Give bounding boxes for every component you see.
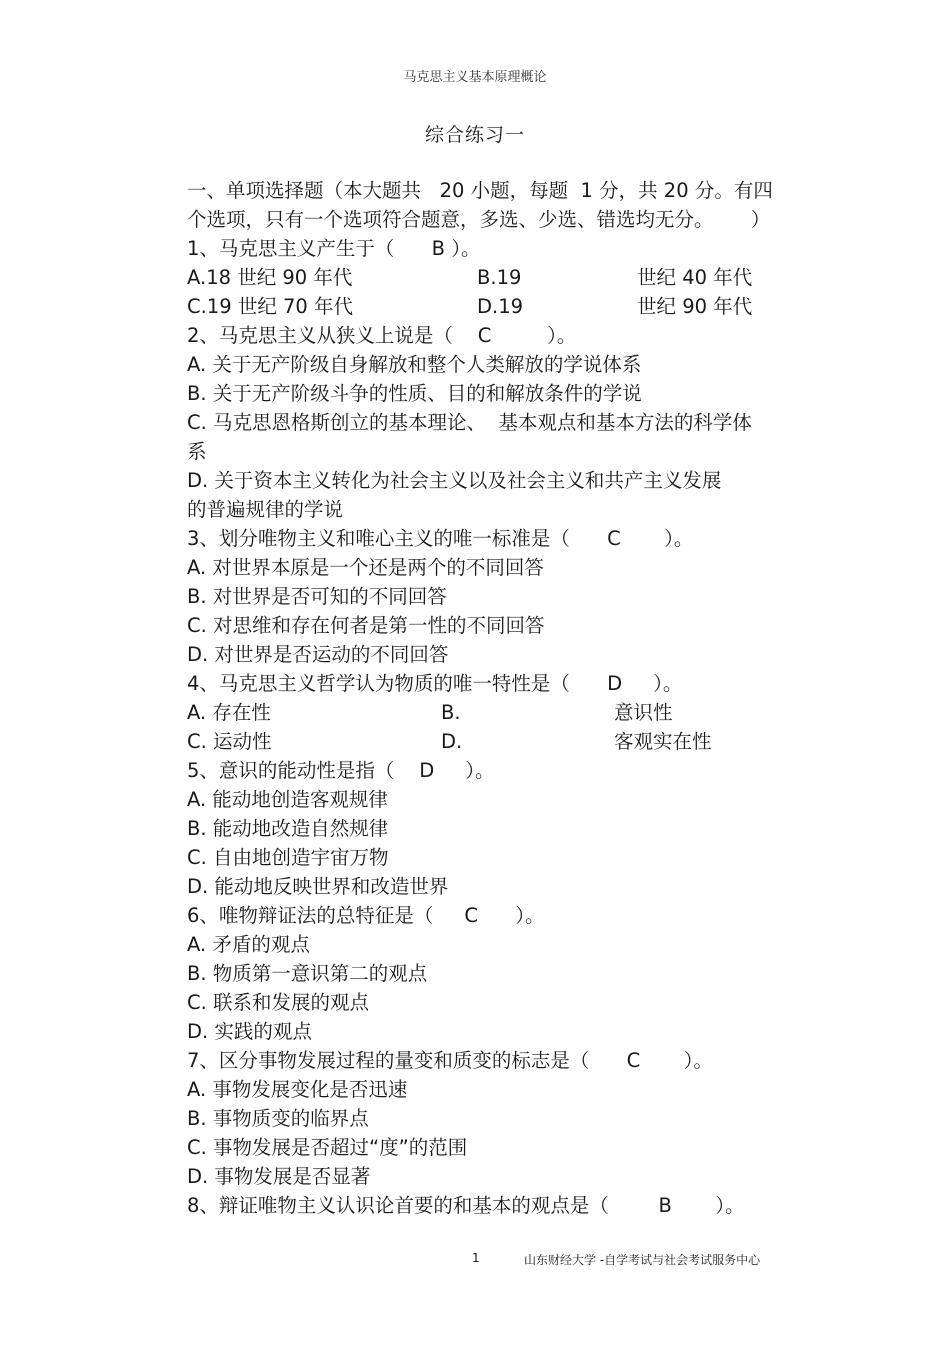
running-header: 马克思主义基本原理概论 [403, 70, 547, 85]
section-heading-line-1: 一、单项选择题（本大题共 20 小题，每题 1 分，共 20 分。有四 [187, 179, 773, 202]
question-1-option-c: C.19 世纪 70 年代 [187, 295, 354, 318]
question-5-stem-end: ）。 [434, 759, 495, 782]
question-2-option-a: A. 关于无产阶级自身解放和整个人类解放的学说体系 [187, 353, 642, 376]
question-5-stem-text: 5、意识的能动性是指（ [187, 759, 420, 782]
question-6-option-b: B. 物质第一意识第二的观点 [187, 962, 428, 985]
question-6-stem-text: 6、唯物辩证法的总特征是（ [187, 904, 465, 927]
question-5-option-b: B. 能动地改造自然规律 [187, 817, 389, 840]
question-7-answer: C [626, 1049, 641, 1072]
question-4-option-b-label: B. [441, 701, 461, 724]
question-1-option-b-text: 世纪 40 年代 [637, 266, 753, 289]
question-5-stem [187, 756, 827, 785]
question-7-option-a: A. 事物发展变化是否迅速 [187, 1078, 408, 1101]
question-2-stem [187, 321, 827, 350]
question-2-stem-text: 2、马克思主义从狭义上说是（ [187, 324, 478, 347]
question-4-option-d-label: D. [441, 730, 463, 753]
question-2-option-d: D. 关于资本主义转化为社会主义以及社会主义和共产主义发展 [187, 469, 722, 492]
question-2-option-c-cont: 系 [187, 440, 207, 463]
question-8-stem-end: ）。 [671, 1194, 745, 1217]
question-5-answer: D [419, 759, 435, 782]
question-4-options-row-2 [187, 727, 827, 756]
section-heading-line-2: 个选项，只有一个选项符合题意，多选、少选、错选均无分。 ） [187, 208, 771, 231]
question-4-option-c: C. 运动性 [187, 730, 272, 753]
question-body [187, 176, 827, 1220]
footer-organization: 山东财经大学 -自学考试与社会考试服务中心 [524, 1253, 761, 1267]
question-7-option-b: B. 事物质变的临界点 [187, 1107, 369, 1130]
question-3-answer: C [607, 527, 621, 550]
question-7-option-c: C. 事物发展是否超过“度”的范围 [187, 1136, 468, 1159]
question-1-option-b-label: B.19 [477, 266, 522, 289]
question-8-stem [187, 1191, 827, 1220]
question-3-stem [187, 524, 827, 553]
question-1-option-d-label: D.19 [477, 295, 524, 318]
question-4-answer: D [607, 672, 623, 695]
question-4-option-d-text: 客观实在性 [614, 730, 712, 753]
question-2-answer: C [477, 324, 492, 347]
question-6-option-d: D. 实践的观点 [187, 1020, 312, 1043]
question-2-stem-end: ）。 [491, 324, 577, 347]
question-3-option-d: D. 对世界是否运动的不同回答 [187, 643, 449, 666]
question-6-answer: C [464, 904, 479, 927]
question-5-option-c: C. 自由地创造宇宙万物 [187, 846, 389, 869]
question-1-option-a: A.18 世纪 90 年代 [187, 266, 353, 289]
question-4-stem [187, 669, 827, 698]
question-7-option-d: D. 事物发展是否显著 [187, 1165, 371, 1188]
question-6-option-a: A. 矛盾的观点 [187, 933, 310, 956]
question-5-option-a: A. 能动地创造客观规律 [187, 788, 388, 811]
question-3-option-b: B. 对世界是否可知的不同回答 [187, 585, 447, 608]
question-7-stem [187, 1046, 827, 1075]
question-8-answer: B [658, 1194, 672, 1217]
question-2-option-b: B. 关于无产阶级斗争的性质、目的和解放条件的学说 [187, 382, 642, 405]
question-7-stem-text: 7、区分事物发展过程的量变和质变的标志是（ [187, 1049, 627, 1072]
question-4-options-row-1 [187, 698, 827, 727]
question-6-option-c: C. 联系和发展的观点 [187, 991, 370, 1014]
question-4-stem-text: 4、马克思主义哲学认为物质的唯一特性是（ [187, 672, 608, 695]
question-2-option-c: C. 马克思恩格斯创立的基本理论、 基本观点和基本方法的科学体 [187, 411, 752, 434]
question-4-stem-end: ）。 [622, 672, 683, 695]
question-7-stem-end: ）。 [640, 1049, 713, 1072]
question-5-option-d: D. 能动地反映世界和改造世界 [187, 875, 449, 898]
question-3-option-c: C. 对思维和存在何者是第一性的不同回答 [187, 614, 545, 637]
question-1-stem-end: ）。 [445, 237, 481, 260]
question-1-options-row-1 [187, 263, 827, 292]
question-6-stem-end: ）。 [478, 904, 545, 927]
page-title: 综合练习一 [424, 124, 525, 146]
question-6-stem [187, 901, 827, 930]
question-1-answer: B [431, 237, 445, 260]
question-1-options-row-2 [187, 292, 827, 321]
page-number: 1 [472, 1251, 480, 1265]
question-3-option-a: A. 对世界本原是一个还是两个的不同回答 [187, 556, 544, 579]
question-4-option-b-text: 意识性 [614, 701, 673, 724]
question-1-stem-text: 1、马克思主义产生于（ [187, 237, 432, 260]
question-4-option-a: A. 存在性 [187, 701, 271, 724]
question-3-stem-end: ）。 [620, 527, 694, 550]
question-1-stem [187, 234, 827, 263]
question-3-stem-text: 3、划分唯物主义和唯心主义的唯一标准是（ [187, 527, 608, 550]
question-2-option-d-cont: 的普遍规律的学说 [187, 498, 344, 521]
question-1-option-d-text: 世纪 90 年代 [637, 295, 753, 318]
question-8-stem-text: 8、辩证唯物主义认识论首要的和基本的观点是（ [187, 1194, 659, 1217]
